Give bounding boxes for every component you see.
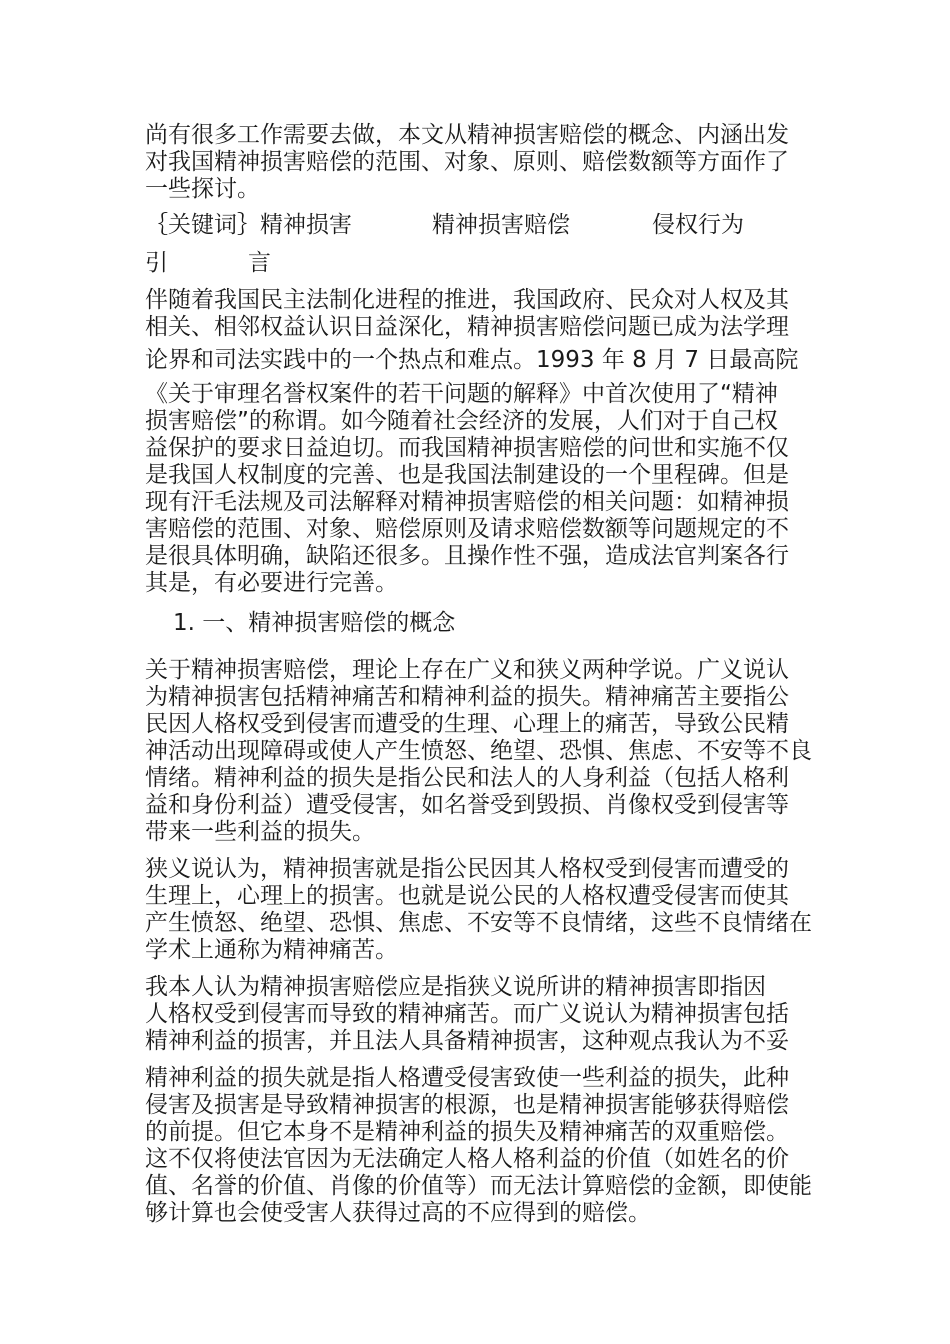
paragraph-line: 民因人格权受到侵害而遭受的生理、心理上的痛苦，导致公民精	[145, 711, 789, 737]
paragraph-line: 够计算也会使受害人获得过高的不应得到的赔偿。	[145, 1200, 651, 1226]
paragraph-line: 情绪。精神利益的损失是指公民和法人的人身利益（包括人格利	[145, 765, 789, 791]
paragraph-line: 精神利益的损失就是指人格遭受侵害致使一些利益的损失，此种	[145, 1065, 789, 1091]
intro-line: 其是，有必要进行完善。	[145, 570, 398, 596]
paragraph-line: 为精神损害包括精神痛苦和精神利益的损失。精神痛苦主要指公	[145, 684, 789, 710]
intro-line: 论界和司法实践中的一个热点和难点。1993 年 8 月 7 日最高院	[145, 347, 799, 373]
paragraph-line: 精神利益的损害，并且法人具备精神损害，这种观点我认为不妥	[145, 1028, 789, 1054]
paragraph-line: 值、名誉的价值、肖像的价值等）而无法计算赔偿的金额，即使能	[145, 1173, 812, 1199]
intro-line: 现有汗毛法规及司法解释对精神损害赔偿的相关问题：如精神损	[145, 489, 789, 515]
paragraph-line: 我本人认为精神损害赔偿应是指狭义说所讲的精神损害即指因	[145, 974, 766, 1000]
intro-line: 是很具体明确，缺陷还很多。且操作性不强，造成法官判案各行	[145, 543, 789, 569]
paragraph-line: 关于精神损害赔偿，理论上存在广义和狭义两种学说。广义说认	[145, 657, 789, 683]
paragraph-line: 益和身份利益）遭受侵害，如名誉受到毁损、肖像权受到侵害等	[145, 792, 789, 818]
intro-heading	[145, 250, 271, 277]
intro-line: 害赔偿的范围、对象、赔偿原则及请求赔偿数额等问题规定的不	[145, 516, 789, 542]
intro-line: 相关、相邻权益认识日益深化，精神损害赔偿问题已成为法学理	[145, 314, 789, 340]
intro-line: 是我国人权制度的完善、也是我国法制建设的一个里程碑。但是	[145, 462, 789, 488]
intro-line: 益保护的要求日益迫切。而我国精神损害赔偿的问世和实施不仅	[145, 435, 789, 461]
paragraph-line: 侵害及损害是导致精神损害的根源，也是精神损害能够获得赔偿	[145, 1092, 789, 1118]
paragraph-line: 的前提。但它本身不是精神利益的损失及精神痛苦的双重赔偿。	[145, 1119, 789, 1145]
abstract-line: 一些探讨。	[145, 176, 260, 202]
paragraph-line: 生理上，心理上的损害。也就是说公民的人格权遭受侵害而使其	[145, 883, 789, 909]
paragraph-line: 人格权受到侵害而导致的精神痛苦。而广义说认为精神损害包括	[145, 1001, 789, 1027]
paragraph-line: 带来一些利益的损失。	[145, 819, 375, 845]
keyword-term: 侵权行为	[652, 212, 744, 238]
intro-heading-char: 言	[248, 250, 271, 276]
intro-heading-char: 引	[145, 250, 168, 276]
paragraph-line: 神活动出现障碍或使人产生愤怒、绝望、恐惧、焦虑、不安等不良	[145, 738, 812, 764]
keywords-label: ｛关键词｝精神损害	[145, 212, 352, 238]
intro-line: 损害赔偿”的称谓。如今随着社会经济的发展，人们对于自己权	[145, 408, 778, 434]
abstract-line: 对我国精神损害赔偿的范围、对象、原则、赔偿数额等方面作了	[145, 149, 789, 175]
paragraph-line: 产生愤怒、绝望、恐惧、焦虑、不安等不良情绪，这些不良情绪在	[145, 910, 812, 936]
keywords-line	[145, 212, 744, 239]
paragraph-line: 学术上通称为精神痛苦。	[145, 937, 398, 963]
paragraph-line: 狭义说认为，精神损害就是指公民因其人格权受到侵害而遭受的	[145, 856, 789, 882]
intro-line: 伴随着我国民主法制化进程的推进，我国政府、民众对人权及其	[145, 287, 789, 313]
section-heading: 1. 一、精神损害赔偿的概念	[173, 610, 456, 636]
abstract-line: 尚有很多工作需要去做，本文从精神损害赔偿的概念、内涵出发	[145, 122, 789, 148]
paragraph-line: 这不仅将使法官因为无法确定人格人格利益的价值（如姓名的价	[145, 1146, 789, 1172]
keyword-term: 精神损害赔偿	[432, 212, 570, 238]
intro-line: 《关于审理名誉权案件的若干问题的解释》中首次使用了“精神	[145, 381, 778, 407]
